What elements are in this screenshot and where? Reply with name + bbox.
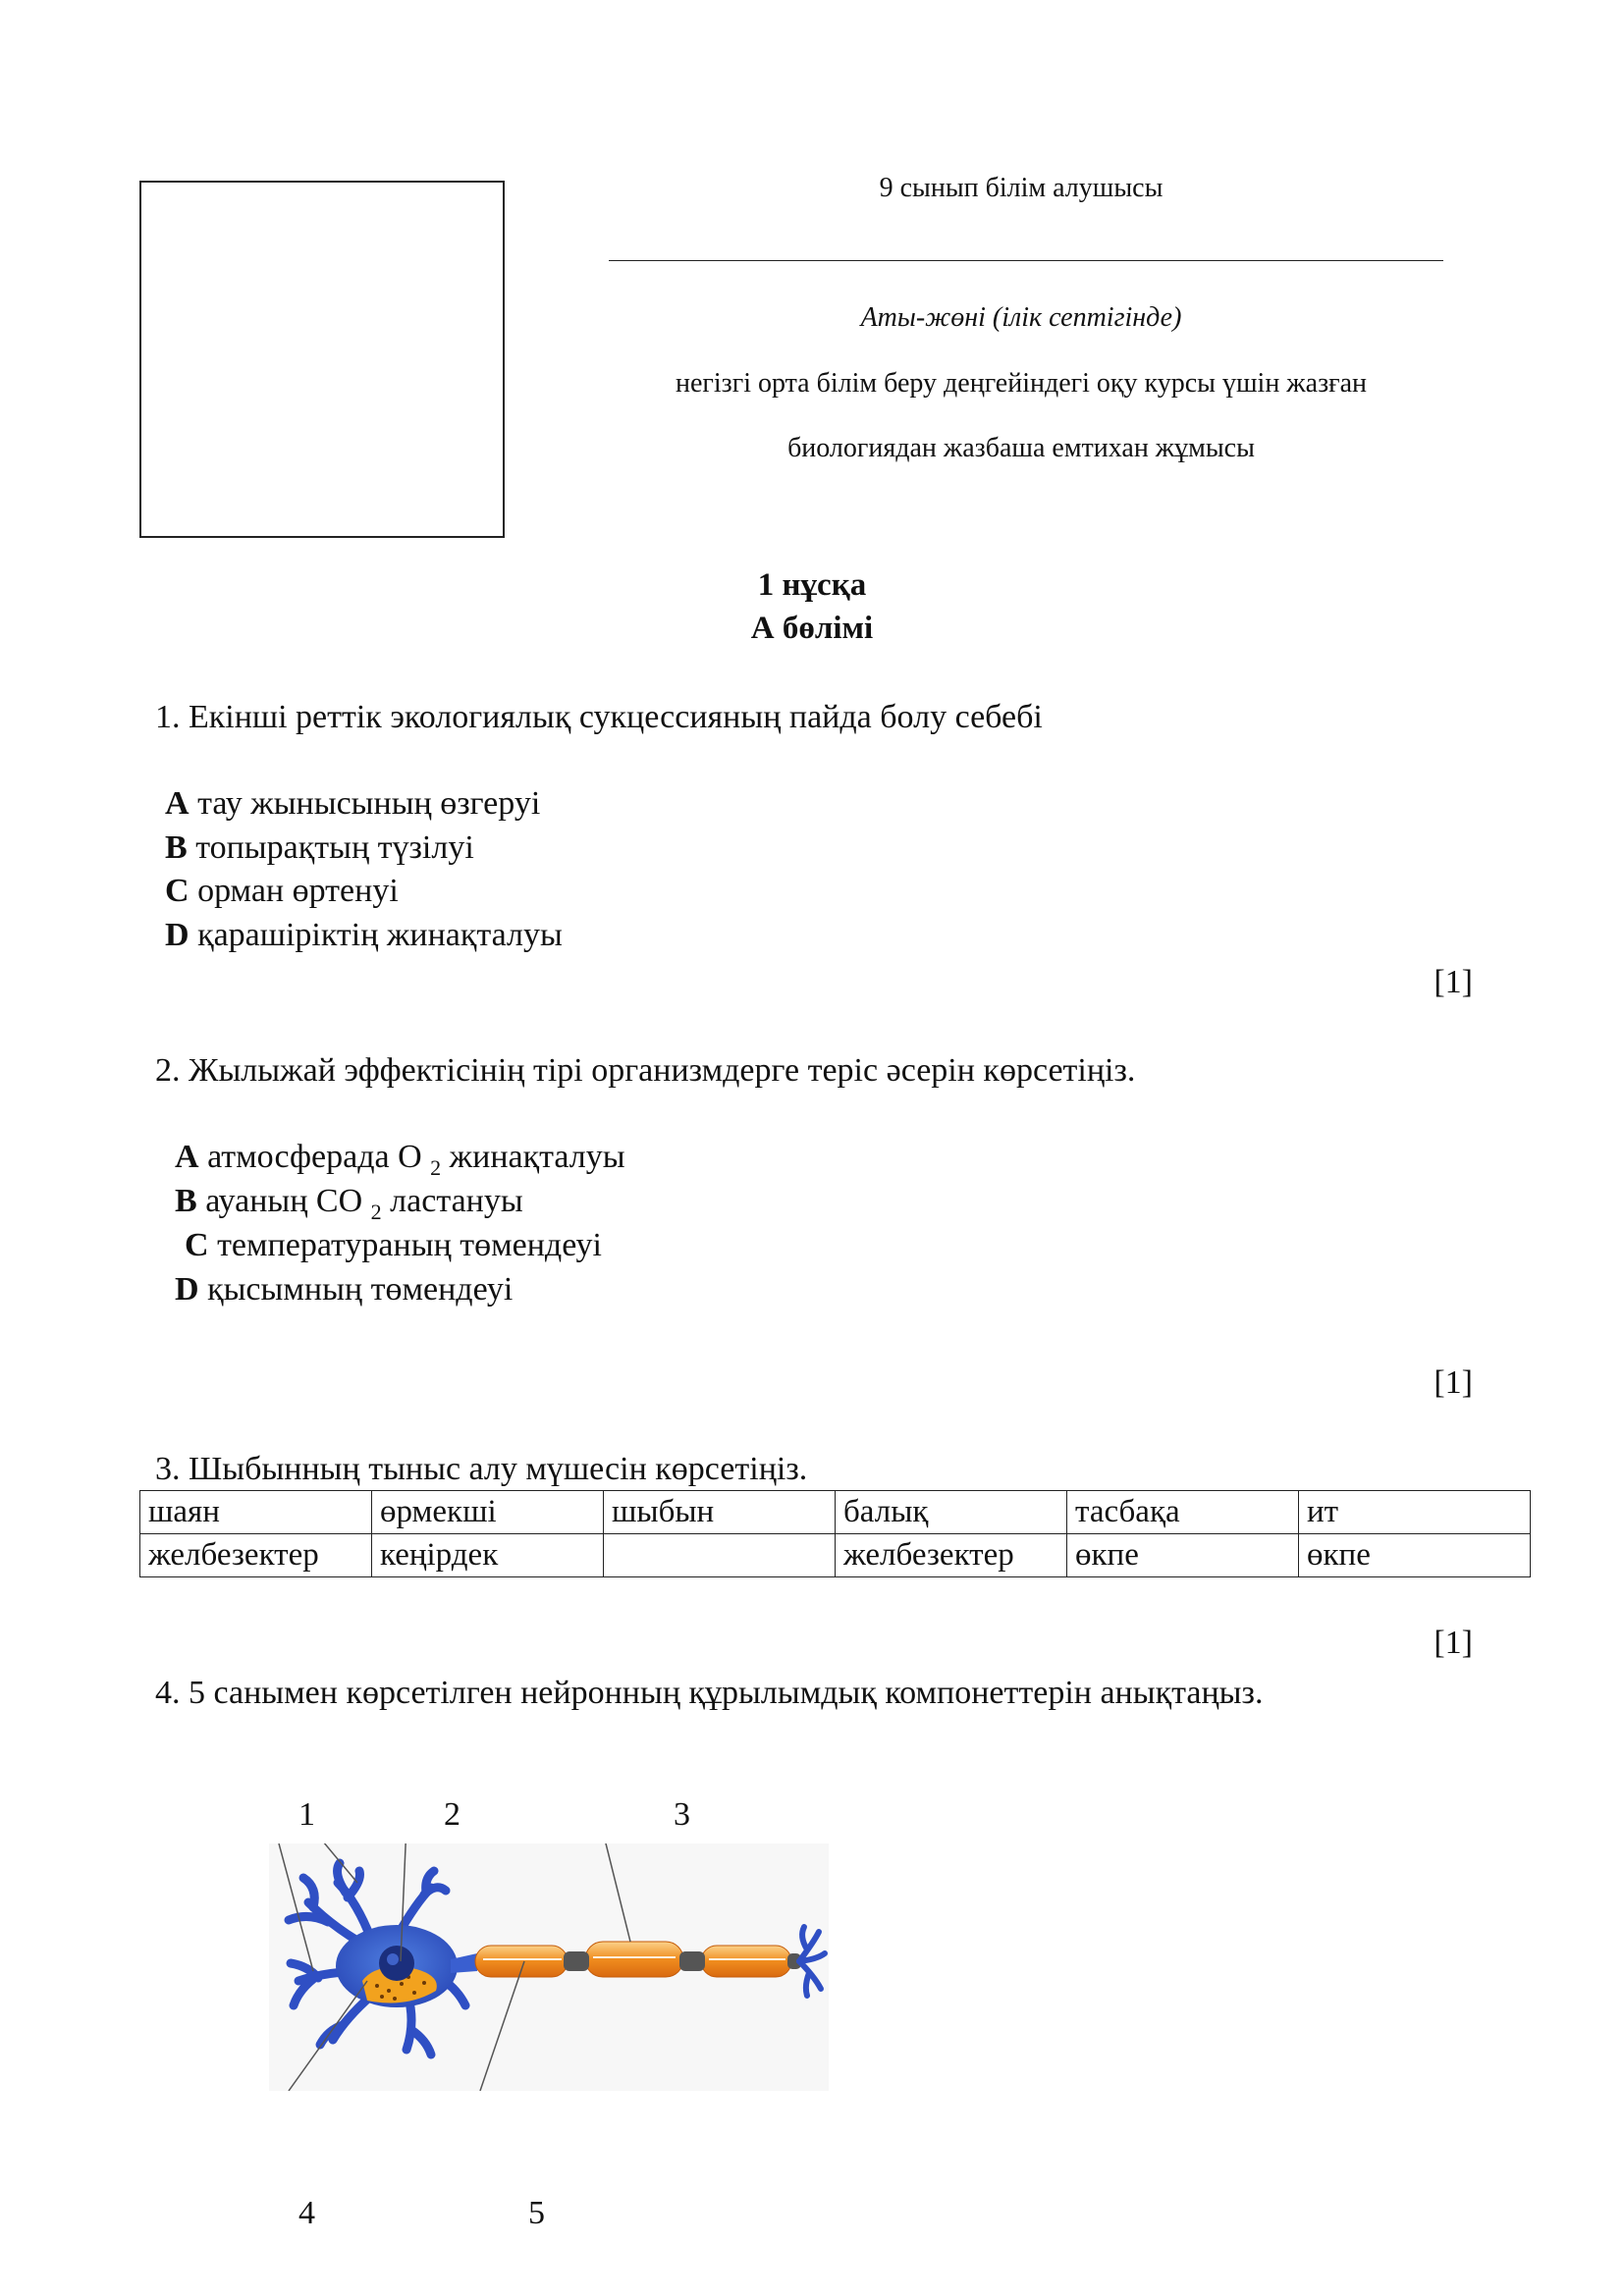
table-cell: ит (1299, 1491, 1531, 1534)
q2-option-d[interactable]: D қысымның төмендеуі (175, 1271, 514, 1308)
answer-cell[interactable] (604, 1534, 836, 1577)
q1-option-b[interactable]: B топырақтың түзілуі (165, 829, 474, 866)
q1-mark: [1] (1434, 964, 1473, 1000)
table-cell: өрмекші (372, 1491, 604, 1534)
q1-option-d[interactable]: D қарашіріктің жинақталуы (165, 917, 563, 953)
node-of-ranvier (564, 1951, 589, 1971)
table-cell: шыбын (604, 1491, 836, 1534)
table-cell: балық (836, 1491, 1067, 1534)
neuron-label-2: 2 (444, 1796, 460, 1833)
neuron-label-1: 1 (298, 1796, 315, 1833)
table-cell: тасбақа (1067, 1491, 1299, 1534)
table-cell: желбезектер (836, 1534, 1067, 1577)
q1-option-c[interactable]: C орман өртенуі (165, 873, 399, 909)
question-2: 2. Жылыжай эффектісінің тірі организмдерге теріс әсерін көрсетіңіз. (155, 1052, 1136, 1089)
header-grade: 9 сынып білім алушысы (879, 173, 1164, 203)
myelin-segment (585, 1942, 683, 1977)
organism-table (139, 1490, 1531, 1577)
table-row (140, 1491, 1531, 1534)
myelin-segment (701, 1946, 791, 1977)
neuron-label-3: 3 (674, 1796, 690, 1833)
q2-option-b[interactable]: B ауаның СО $_2$ ластануы (175, 1183, 523, 1224)
question-4: 4. 5 санымен көрсетілген нейронның құрылымдық компонеттерін анықтаңыз. (155, 1675, 1264, 1711)
header-course-line: негізгі орта білім беру деңгейіндегі оқу курсы үшін жазған (675, 368, 1368, 399)
neuron-illustration (269, 1843, 829, 2091)
table-cell: өкпе (1299, 1534, 1531, 1577)
q2-mark: [1] (1434, 1364, 1473, 1401)
neuron-label-4: 4 (298, 2195, 315, 2231)
table-cell: желбезектер (140, 1534, 372, 1577)
q2-option-c[interactable]: C температураның төмендеуі (185, 1227, 602, 1263)
name-line[interactable] (609, 260, 1443, 261)
question-3: 3. Шыбынның тыныс алу мүшесін көрсетіңіз. (155, 1451, 808, 1487)
header-exam-line: биологиядан жазбаша емтихан жұмысы (787, 433, 1255, 463)
q1-option-a[interactable]: A тау жынысының өзгеруі (165, 785, 541, 822)
table-cell: өкпе (1067, 1534, 1299, 1577)
neuron-label-5: 5 (528, 2195, 545, 2231)
table-row (140, 1534, 1531, 1577)
question-1: 1. Екінші реттік экологиялық сукцессияның пайда болу себебі (155, 699, 1043, 735)
table-cell: кеңірдек (372, 1534, 604, 1577)
myelin-segment (475, 1946, 568, 1977)
nucleolus (387, 1953, 399, 1965)
q3-mark: [1] (1434, 1625, 1473, 1661)
q2-option-a[interactable]: A атмосферада О $_2$ жинақталуы (175, 1139, 625, 1180)
node-of-ranvier (679, 1951, 705, 1971)
section-title: А бөлімі (750, 611, 874, 646)
variant-title: 1 нұсқа (757, 567, 867, 603)
header-name-caption: Аты-жөні (ілік септігінде) (860, 302, 1182, 333)
table-cell: шаян (140, 1491, 372, 1534)
photo-box (139, 181, 505, 538)
